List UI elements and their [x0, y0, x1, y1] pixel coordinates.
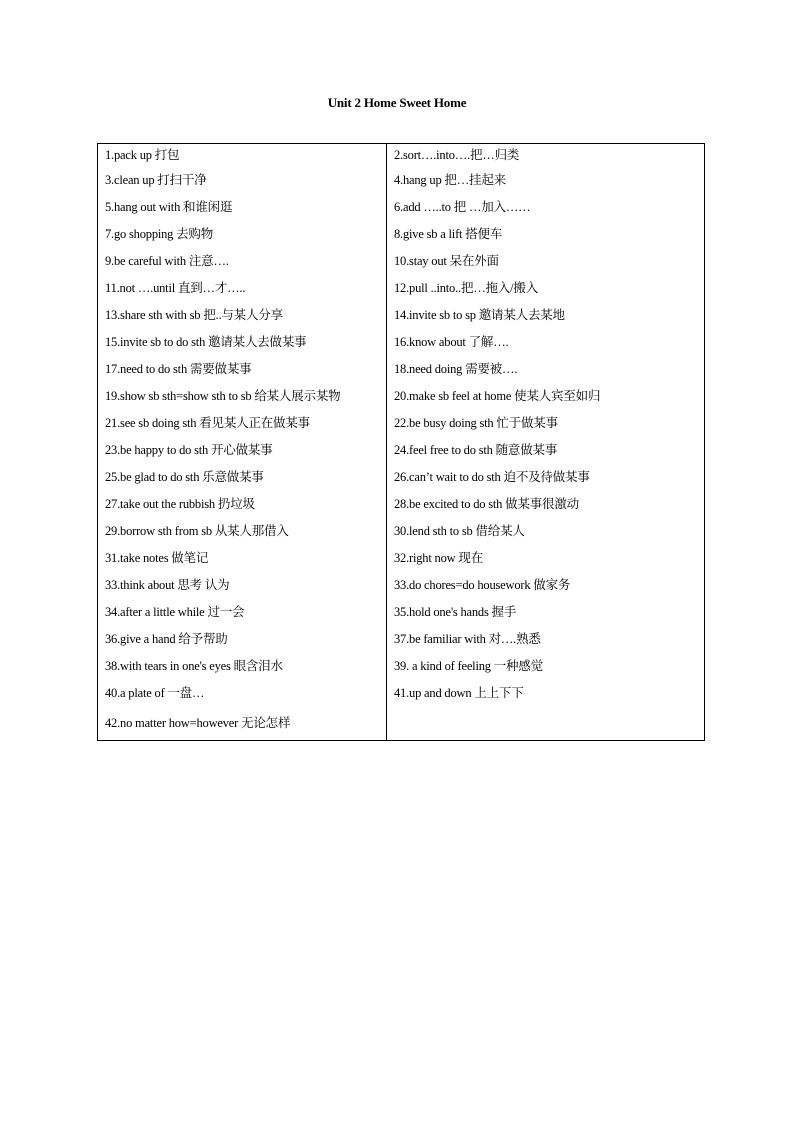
phrase-cell-left: 15.invite sb to do sth 邀请某人去做某事	[98, 329, 387, 356]
table-row	[98, 491, 705, 518]
phrase-cell-left: 11.not ….until 直到…才…..	[98, 275, 387, 302]
phrase-cell-left: 31.take notes 做笔记	[98, 545, 387, 572]
phrase-cell-left: 29.borrow sth from sb 从某人那借入	[98, 518, 387, 545]
table-row	[98, 518, 705, 545]
phrase-cell-left: 13.share sth with sb 把..与某人分享	[98, 302, 387, 329]
table-row	[98, 248, 705, 275]
table-row	[98, 599, 705, 626]
phrase-cell-right: 39. a kind of feeling 一种感觉	[394, 659, 543, 673]
table-row	[98, 545, 705, 572]
table-row	[98, 221, 705, 248]
phrase-cell-right: 26.can’t wait to do sth 迫不及待做某事	[394, 470, 590, 484]
phrase-cell-right: 6.add …..to 把 …加入……	[394, 200, 531, 214]
phrase-cell-left: 25.be glad to do sth 乐意做某事	[98, 464, 387, 491]
phrase-cell-right: 35.hold one's hands 握手	[394, 605, 517, 619]
phrase-cell-right	[387, 707, 705, 741]
phrase-cell-right: 22.be busy doing sth 忙于做某事	[394, 416, 558, 430]
phrase-cell-right: 20.make sb feel at home 使某人宾至如归	[394, 389, 601, 403]
table-row	[98, 167, 705, 194]
phrase-cell-left: 9.be careful with 注意….	[98, 248, 387, 275]
table-row	[98, 680, 705, 707]
table-row	[98, 144, 705, 168]
phrase-cell-right: 10.stay out 呆在外面	[394, 254, 499, 268]
phrase-cell-left: 21.see sb doing sth 看见某人正在做某事	[98, 410, 387, 437]
table-row	[98, 275, 705, 302]
phrase-cell-left: 42.no matter how=however 无论怎样	[98, 707, 387, 741]
phrase-cell-left: 40.a plate of 一盘…	[98, 680, 387, 707]
table-row	[98, 194, 705, 221]
phrase-cell-right: 8.give sb a lift 搭便车	[394, 227, 503, 241]
phrase-cell-left: 38.with tears in one's eyes 眼含泪水	[98, 653, 387, 680]
table-row	[98, 383, 705, 410]
phrase-cell-right: 37.be familiar with 对….熟悉	[394, 632, 541, 646]
phrase-cell-right: 16.know about 了解….	[394, 335, 509, 349]
phrase-cell-left: 3.clean up 打扫干净	[98, 167, 387, 194]
phrase-cell-left: 7.go shopping 去购物	[98, 221, 387, 248]
phrase-cell-right: 28.be excited to do sth 做某事很激动	[394, 497, 579, 511]
table-row	[98, 437, 705, 464]
phrase-cell-right: 2.sort….into….把…归类	[394, 148, 520, 162]
phrase-table	[97, 143, 705, 741]
phrase-cell-right: 18.need doing 需要被….	[394, 362, 518, 376]
table-row	[98, 329, 705, 356]
phrase-cell-right: 32.right now 现在	[394, 551, 484, 565]
phrase-cell-right: 12.pull ..into..把…拖入/搬入	[394, 281, 539, 295]
table-row	[98, 653, 705, 680]
table-row	[98, 626, 705, 653]
phrase-cell-left: 23.be happy to do sth 开心做某事	[98, 437, 387, 464]
phrase-cell-left: 27.take out the rubbish 扔垃圾	[98, 491, 387, 518]
phrase-cell-left: 19.show sb sth=show sth to sb 给某人展示某物	[98, 383, 387, 410]
phrase-cell-left: 36.give a hand 给予帮助	[98, 626, 387, 653]
phrase-table-body	[98, 144, 705, 741]
table-row	[98, 464, 705, 491]
phrase-cell-right: 4.hang up 把…挂起来	[394, 173, 506, 187]
table-row	[98, 572, 705, 599]
table-row	[98, 356, 705, 383]
phrase-cell-right: 30.lend sth to sb 借给某人	[394, 524, 525, 538]
table-row	[98, 410, 705, 437]
table-row	[98, 707, 705, 741]
phrase-cell-left: 1.pack up 打包	[98, 144, 387, 168]
phrase-cell-right: 33.do chores=do housework 做家务	[394, 578, 571, 592]
phrase-cell-left: 33.think about 思考 认为	[98, 572, 387, 599]
phrase-cell-right: 41.up and down 上上下下	[394, 686, 524, 700]
phrase-cell-left: 17.need to do sth 需要做某事	[98, 356, 387, 383]
phrase-cell-left: 34.after a little while 过一会	[98, 599, 387, 626]
phrase-cell-right: 14.invite sb to sp 邀请某人去某地	[394, 308, 565, 322]
phrase-cell-right: 24.feel free to do sth 随意做某事	[394, 443, 558, 457]
page-title: Unit 2 Home Sweet Home	[327, 95, 467, 110]
table-row	[98, 302, 705, 329]
phrase-cell-left: 5.hang out with 和谁闲逛	[98, 194, 387, 221]
